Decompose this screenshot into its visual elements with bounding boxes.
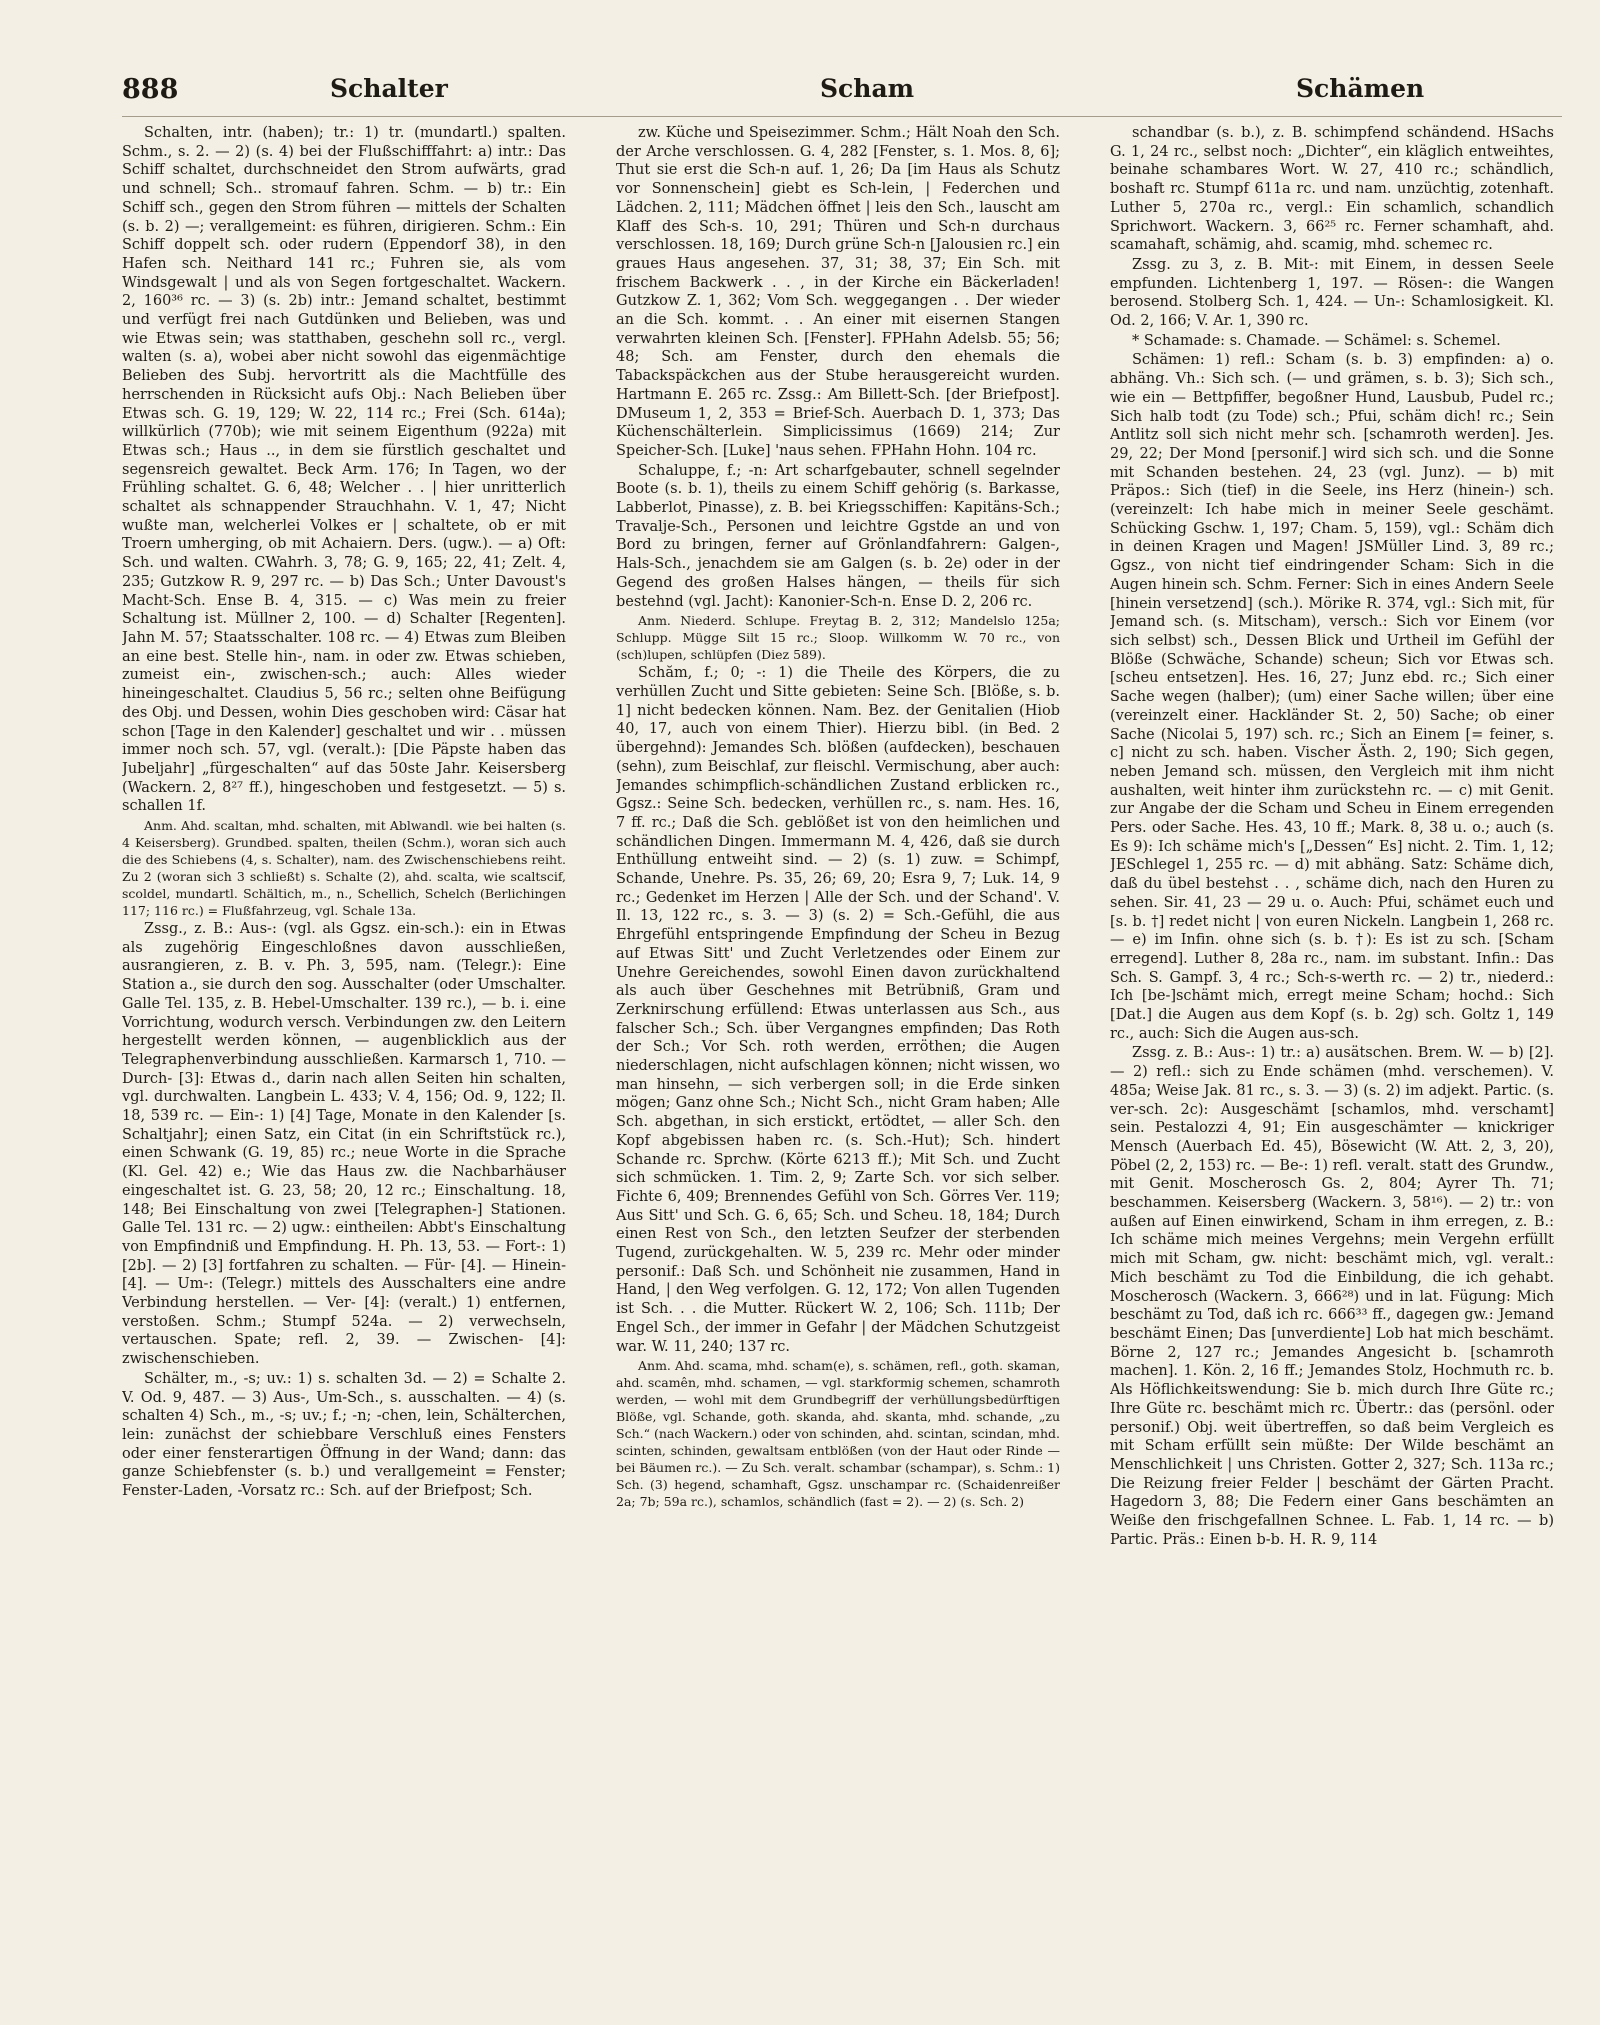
entry-scham: Schăm, f.; 0; -: 1) die Theile des Körpers, die zu verhüllen Zucht und Sitte gebieten: Seine Sch. [Blöße, s. b. 1] nicht bedecken können. Nam. Bez. der Genitalien (Hiob 40, 17, auch von einem Thier). Hierzu bibl. (in Bed. 2 übergehnd): Jemandes Sch. blößen (aufdecken), beschauen (sehn), zum Beischlaf, zur fleischl. Vermischung, aber auch: Jemandes schimpflich-schändlichen Zustand erblicken rc., Ggsz.: Seine Sch. bedecken, verhüllen rc., s. nam. Hes. 16, 7 ff. rc.; Daß die Sch. geblößet ist von den heimlichen und schändlichen Dingen. Immermann M. 4, 426, daß sie durch Enthüllung entweiht sind. — 2) (s. 1) zuw. = Schimpf, Schande, Unehre. Ps. 35, 26; 69, 20; Esra 9, 7; Luk. 14, 9 rc.; Gedenket im Herzen | Alle der Sch. und der Schand'. V. Il. 13, 122 rc., s. 3. — 3) (s. 2) = Sch.-Gefühl, die aus Ehrgefühl entspringende Empfindung der Scheu in Bezug auf Etwas Sitt' und Zucht Verletzendes oder Einem zur Unehre Gereichendes, sowohl Einen davon zurückhaltend als auch über Geschehnes mit Betrübniß, Gram und Zerknirschung erfüllend: Etwas unterlassen aus Sch., aus falscher Sch.; Sch. über Vergangnes empfinden; Das Roth der Sch.; Vor Sch. roth werden, erröthen; die Augen niederschlagen, nicht aufschlagen können; nicht wissen, wo man hinsehn, — sich verbergen soll; in die Erde sinken mögen; Ganz ohne Sch.; Nicht Sch., nicht Gram haben; Alle Sch. abgethan, in sich erstickt, ertödtet, — aller Sch. den Kopf abgebissen haben rc. (s. Sch.-Hut); Sch. hindert Schande rc. Sprchw. (Körte 6213 ff.); Mit Sch. und Zucht sich schmücken. 1. Tim. 2, 9; Zarte Sch. vor sich selber. Fichte 6, 409; Brennendes Gefühl von Sch. Görres Ver. 119; Aus Sitt' und Sch. G. 6, 65; Sch. und Scheu. 18, 184; Durch einen Rest von Sch., den letzten Seufzer der sterbenden Tugend, zurückgehalten. W. 5, 239 rc. Mehr oder minder personif.: Daß Sch. und Schönheit nie zusammen, Hand in Hand, | den Weg verfolgen. G. 12, 172; Von allen Tugenden ist Sch. . . die Mutter. Rückert W. 2, 106; Sch. 111b; Der Engel Sch., der immer in Gefahr | der Mädchen Schutzgeist war. W. 11, 240; 137 rc. [616, 665, 1060, 1355]
entry-schaluppe: Schaluppe, f.; -n: Art scharfgebauter, schnell segelnder Boote (s. b. 1), theils zu einem Schiff gehörig (s. Barkasse, Labberlot, Pinasse), z. B. bei Kriegsschiffen: Kapitäns-Sch.; Travalje-Sch., Personen und leichtre Ggstde an und von Bord zu bringen, ferner auf Grönlandfahrern: Galgen-, Hals-Sch., jenachdem sie am Galgen (s. b. 2e) oder in der Gegend des großen Halses hängen, — theils für sich bestehnd (vgl. Jacht): Kanonier-Sch-n. Ense D. 2, 206 rc. [616, 462, 1060, 610]
running-head-center: Scham [820, 74, 915, 103]
column-right [1110, 124, 1554, 2009]
column-middle [616, 124, 1060, 2009]
entry-scham-cont: schandbar (s. b.), z. B. schimpfend schändend. HSachs G. 1, 24 rc., selbst noch: „Dichter“, ein kläglich entweihtes, beinahe schambares Wort. W. 27, 410 rc.; schändlich, boshaft rc. Stumpf 611a rc. und nam. unzüchtig, zotenhaft. Luther 5, 270a rc., vergl.: Ein schamlich, schandlich Sprichwort. Wackern. 3, 66²⁵ rc. Ferner schamhaft, ahd. scamahaft, schämig, ahd. scamig, mhd. schemec rc. [1110, 125, 1554, 254]
page-number: 888 [122, 74, 179, 105]
entry-schalten: Schalten, intr. (haben); tr.: 1) tr. (mundartl.) spalten. Schm., s. 2. — 2) (s. 4) bei der Flußschifffahrt: a) intr.: Das Schiff schaltet, durchschneidet den Strom aufwärts, grad und schnell; Sch.. stromauf fahren. Schm. — b) tr.: Ein Schiff sch., gegen den Strom führen — mittels der Schalten (s. b. 2) —; verallgemeint: es führen, dirigieren. Schm.: Ein Schiff doppelt sch. oder rudern (Eppendorf 38), in den Hafen sch. Neithard 141 rc.; Fuhren sie, als vom Windsgewalt | und als von Segen fortgeschaltet. Wackern. 2, 160³⁶ rc. — 3) (s. 2b) intr.: Jemand schaltet, bestimmt und verfügt frei nach Gutdünken und Belieben, was und wie Etwas sein; was statthaben, geschehn soll rc., vergl. walten (s. a), wobei aber nicht sowohl das eigenmächtige Belieben des Subj. hervortritt als die Machtfülle des herrschenden in Rücksicht aufs Obj.: Nach Belieben über Etwas sch. G. 19, 129; W. 22, 114 rc.; Frei (Sch. 614a); willkürlich (770b); wie mit seinem Eigenthum (922a) mit Etwas sch.; Haus .., in dem sie fürstlich geschaltet und segensreich gewaltet. Beck Arm. 176; In Tagen, wo der Frühling schaltet. G. 6, 48; Welcher . . | hier unritterlich schaltet als schnappender Strauchhahn. V. 1, 47; Nicht wußte man, welcherlei Volkes er | schaltete, ob er mit Troern umherging, ob mit Achaiern. Ders. (ugw.). — a) Oft: Sch. und walten. CWahrh. 3, 78; G. 9, 165; 22, 41; Zelt. 4, 235; Gutzkow R. 9, 297 rc. — b) Das Sch.; Unter Davoust's Macht-Sch. Ense B. 4, 315. — c) Was mein zu freier Schaltung ist. Müllner 2, 100. — d) Schalter [Regenten]. Jahn M. 57; Staatsschalter. 108 rc. — 4) Etwas zum Bleiben an eine best. Stelle hin-, nam. in oder zw. Etwas schieben, zumeist ein-, zwischen-sch.; auch: Alles wieder hineingeschaltet. Claudius 5, 56 rc.; selten ohne Beifügung des Obj. und Dessen, wohin Dies geschoben wird: Cäsar hat schon [Tage in den Kalender] geschaltet und wir . . müssen immer noch sch. 57, vgl. (veralt.): [Die Päpste haben das Jubeljahr] „fürgeschalten“ auf das 50ste Jahr. Keisersberg (Wackern. 2, 8²⁷ ff.), hingeschoben und festgesetzt. — 5) s. schallen 1f. [122, 125, 566, 815]
compounds-scham: Zssg. zu 3, z. B. Mit-: mit Einem, in dessen Seele empfunden. Lichtenberg 1, 197. — Rösen-: die Wangen berosend. Stolberg Sch. 1, 424. — Un-: Schamlosigkeit. Kl. Od. 2, 166; V. Ar. 1, 390 rc. [1110, 256, 1554, 330]
note-schaluppe: Anm. Niederd. Schlupe. Freytag B. 2, 312; Mandelslo 125a; Schlupp. Mügge Silt 15 rc.; Sloop. Willkomm W. 70 rc., von (sch)lupen, schlüpfen (Diez 589). [616, 613, 1060, 663]
running-head-right: Schämen [1296, 74, 1425, 103]
entry-schamade: * Schamade: s. Chamade. — Schämel: s. Schemel. [1132, 332, 1501, 349]
entry-schaelter: Schälter, m., -s; uv.: 1) s. schalten 3d. — 2) = Schalte 2. V. Od. 9, 487. — 3) Aus-, Um-Sch., s. ausschalten. — 4) (s. schalten 4) Sch., m., -s; uv.; f.; -n; -chen, lein, Schälterchen, lein: zunächst der schiebbare Verschluß eines Fensters oder einer fensterartigen Öffnung in der Wand; dann: das ganze Schiebfenster (s. b.) und verallgemeint = Fenster; Fenster-Laden, -Vorsatz rc.: Sch. auf der Briefpost; Sch. [122, 1370, 566, 1500]
page-header [0, 0, 1600, 110]
note-schalten: Anm. Ahd. scaltan, mhd. schalten, mit Ablwandl. wie bei halten (s. 4 Keisersberg). Grundbed. spalten, theilen (Schm.), woran sich auch die des Schiebens (4, s. Schalter), nam. des Zwischenschiebens reiht. Zu 2 (woran sich 3 schließt) s. Schalte (2), ahd. scalta, wie scaltscif, scoldel, mundartl. Schältich, m., n., Schellich, Schelch (Berlichingen 117; 116 rc.) = Flußfahrzeug, vgl. Schale 13a. [122, 818, 566, 919]
note-scham: Anm. Ahd. scama, mhd. scham(e), s. schämen, refl., goth. skaman, ahd. scamên, mhd. schamen, — vgl. starkformig schemen, schamroth werden, — wohl mit dem Grundbegriff der verhüllungsbedürftigen Blöße, vgl. Schande, goth. skanda, ahd. skanta, mhd. schande, „zu Sch.“ (nach Wackern.) oder von schinden, ahd. scintan, scindan, mhd. scinten, schinden, gewaltsam entblößen (von der Haut oder Rinde — bei Bäumen rc.). — Zu Sch. veralt. schambar (schampar), s. Schm.: 1) Sch. (3) hegend, schamhaft, Ggsz. unschampar rc. (Schaidenreißer 2a; 7b; 59a rc.), schamlos, schändlich (fast = 2). — 2) (s. Sch. 2) [616, 1358, 1060, 1510]
column-left [122, 124, 566, 2009]
entry-schaelter-cont: zw. Küche und Speisezimmer. Schm.; Hält Noah den Sch. der Arche verschlossen. G. 4, 282 [Fenster, s. 1. Mos. 8, 6]; Thut sie erst die Sch-n auf. 1, 26; Da [im Haus als Schutz vor Sonnenschein] giebt es Sch-lein, | Federchen und Lädchen. 2, 111; Mädchen öffnet | leis den Sch., lauscht am Klaff des Sch-s. 10, 291; Thüren und Sch-n durchaus verschlossen. 18, 169; Durch grüne Sch-n [Jalousien rc.] ein graues Haus angesehen. 37, 31; 38, 37; Ein Sch. mit frischem Backwerk . . , in der Kirche ein Bäckerladen! Gutzkow Z. 1, 362; Vom Sch. weggegangen . . Der wieder an die Sch. kommt. . . An einer mit eisernen Stangen verwahrten kleinen Sch. [Fenster]. FPHahn Adelsb. 55; 56; 48; Sch. am Fenster, durch den ehemals die Tabackspäckchen aus der Stube herausgereicht wurden. Hartmann E. 265 rc. Zssg.: Am Billett-Sch. [der Briefpost]. DMuseum 1, 2, 353 = Brief-Sch. Auerbach D. 1, 373; Das Küchenschälterlein. Simplicissimus (1669) 214; Zur Speicher-Sch. [Luke] 'naus sehen. FPHahn Hohn. 104 rc. [616, 125, 1060, 459]
header-rule [122, 116, 1562, 117]
compounds-schalten: Zssg., z. B.: Aus-: (vgl. als Ggsz. ein-sch.): ein in Etwas als zugehörig Eingeschloßnes davon ausschließen, ausrangieren, z. B. v. Ph. 3, 595, nam. (Telegr.): Eine Station a., sie durch den sog. Ausschalter (oder Umschalter. Galle Tel. 135, z. B. Hebel-Umschalter. 139 rc.), — b. i. eine Vorrichtung, wodurch versch. Verbindungen zw. den Leitern hergestellt werden können, — augenblicklich aus der Telegraphenverbindung ausschließen. Karmarsch 1, 710. — Durch- [3]: Etwas d., darin nach allen Seiten hin schalten, vgl. durchwalten. Langbein L. 433; V. 4, 156; Od. 9, 122; Il. 18, 539 rc. — Ein-: 1) [4] Tage, Monate in den Kalender [s. Schaltjahr]; einen Satz, ein Citat (in ein Schriftstück rc.), einen Schwank (G. 19, 85) rc.; neue Worte in die Sprache (Kl. Gel. 42) e.; Wie das Haus zw. die Nachbarhäuser eingeschaltet ist. G. 23, 58; 20, 12 rc.; Einschaltung. 18, 148; Bei Einschaltung von zwei [Telegraphen-] Stationen. Galle Tel. 131 rc. — 2) ugw.: eintheilen: Abbt's Einschaltung von Empfindniß und Empfindung. H. Ph. 13, 53. — Fort-: 1) [2b]. — 2) [3] fortfahren zu schalten. — Für- [4]. — Hinein- [4]. — Um-: (Telegr.) mittels des Ausschalters eine andre Verbindung herstellen. — Ver- [4]: (veralt.) 1) entfernen, verstoßen. Schm.; Stumpf 524a. — 2) verwechseln, vertauschen. Spate; refl. 2, 39. — Zwischen- [4]: zwischenschieben. [122, 921, 566, 1368]
entry-schaemen: Schämen: 1) refl.: Scham (s. b. 3) empfinden: a) o. abhäng. Vh.: Sich sch. (— und grämen, s. b. 3); Sich sch., wie ein — Bettpfiffer, begoßner Hund, Lausbub, Pudel rc.; Sich halb todt (zu Tode) sch.; Pfui, schäm dich! rc.; Sein Antlitz soll sich nicht mehr sch. [schamroth werden]. Jes. 29, 22; Der Mond [personif.] wird sich sch. und die Sonne mit Schanden bestehen. 24, 23 (vgl. Junz). — b) mit Präpos.: Sich (tief) in die Seele, ins Herz (hinein-) sch. (vereinzelt: Ich habe mich in meiner Seele geschämt. Schücking Gschw. 1, 197; Cham. 5, 159), vgl.: Schäm dich in deinen Kragen und Magen! JSMüller Lind. 3, 89 rc.; Ggsz., von nicht tief eindringender Scham: Sich in die Augen hinein sch. Schm. Ferner: Sich in eines Andern Seele [hinein versetzend] (sch.). Mörike R. 374, vgl.: Sich mit, für Jemand sch. (s. Mitscham), versch.: Sich vor Einem (vor sich selbst) sch., Dessen Blick und Urtheil im Gefühl der Blöße (Schwäche, Schande) scheun; Sich vor Etwas sch. [scheu entsetzen]. Hes. 16, 27; Junz ebd. rc.; Sich einer Sache wegen (halber); (um) einer Sache willen; über eine (vereinzelt einer. Hackländer St. 2, 50) Sache; ob einer Sache (Nicolai 5, 197) sch. rc.; Sich an Einem [= feiner, s. c] nicht zu sch. haben. Vischer Ästh. 2, 190; Sich gegen, neben Jemand sch. müssen, den Vergleich mit ihm nicht aushalten, weit hinter ihm zurückstehn rc. — c) mit Genit. zur Angabe der die Scham und Scheu in Einem erregenden Pers. oder Sache. Hes. 43, 10 ff.; Mark. 8, 38 u. o.; auch (s. Es 9): Ich schäme mich's [„Dessen“ Es] nicht. 2. Tim. 1, 12; JESchlegel 1, 255 rc. — d) mit abhäng. Satz: Schäme dich, daß du übel bestehst . . , schäme dich, nach den Huren zu sehen. Sir. 41, 23 — 29 u. o. Auch: Pfui, schämet euch und [s. b. †] redet nicht | von euren Nickeln. Langbein 1, 268 rc. — e) im Infin. ohne sich (s. b. †): Es ist zu sch. [Scham erregend]. Luther 8, 28a rc., nam. im substant. Infin.: Das Sch. S. Gampf. 3, 4 rc.; Sch-s-werth rc. — 2) tr., niederd.: Ich [be-]schämt mich, erregt meine Scham; hochd.: Sich [Dat.] die Augen aus dem Kopf (s. b. 2g) sch. Goltz 1, 149 rc., auch: Sich die Augen aus-sch. [1110, 352, 1554, 1042]
running-head-left: Schalter [330, 74, 448, 103]
compounds-schaemen: Zssg. z. B.: Aus-: 1) tr.: a) ausätschen. Brem. W. — b) [2]. — 2) refl.: sich zu Ende schämen (mhd. verschemen). V. 485a; Weise Jak. 81 rc., s. 3. — 3) (s. 2) im adjekt. Partic. (s. ver-sch. 2c): Ausgeschämt [schamlos, mhd. verschamt] sein. Pestalozzi 4, 91; Ein ausgeschämter — knickriger Mensch (Auerbach Ed. 45), Bösewicht (W. Att. 2, 3, 20), Pöbel (2, 2, 153) rc. — Be-: 1) refl. veralt. statt des Grundw., mit Genit. Moscherosch Gs. 2, 804; Ayrer Th. 71; beschammen. Keisersberg (Wackern. 3, 58¹⁶). — 2) tr.: von außen auf Einen einwirkend, Scham in ihm erregen, z. B.: Ich schäme mich meines Vergehns; mein Vergehn erfüllt mich mit Scham, gw. nicht: beschämt mich, vgl. veralt.: Mich beschämt zu Tod die Einbildung, die ich gehabt. Moscherosch (Wackern. 3, 666²⁸) und in lat. Fügung: Mich beschämt zu Tod, daß ich rc. 666³³ ff., dagegen gw.: Jemand beschämt Einen; Das [unverdiente] Lob hat mich beschämt. Börne 2, 127 rc.; Jemandes Angesicht b. [schamroth machen]. 1. Kön. 2, 16 ff.; Jemandes Stolz, Hochmuth rc. b. Als Höflichkeitswendung: Sie b. mich durch Ihre Güte rc.; Ihre Güte rc. beschämt mich rc. Übertr.: das (persönl. oder personif.) Obj. weit übertreffen, so daß beim Vergleich es mit Scham erfüllt sein müßte: Der Wilde beschämt an Menschlichkeit | uns Christen. Gotter 2, 327; Sch. 113a rc.; Die Reizung freier Felder | beschämt der Gärten Pracht. Hagedorn 3, 88; Die Federn einer Gans beschämten an Weiße den frischgefallnen Schnee. L. Fab. 1, 14 rc. — b) Partic. Präs.: Einen b-b. H. R. 9, 114 [1110, 1045, 1554, 1548]
